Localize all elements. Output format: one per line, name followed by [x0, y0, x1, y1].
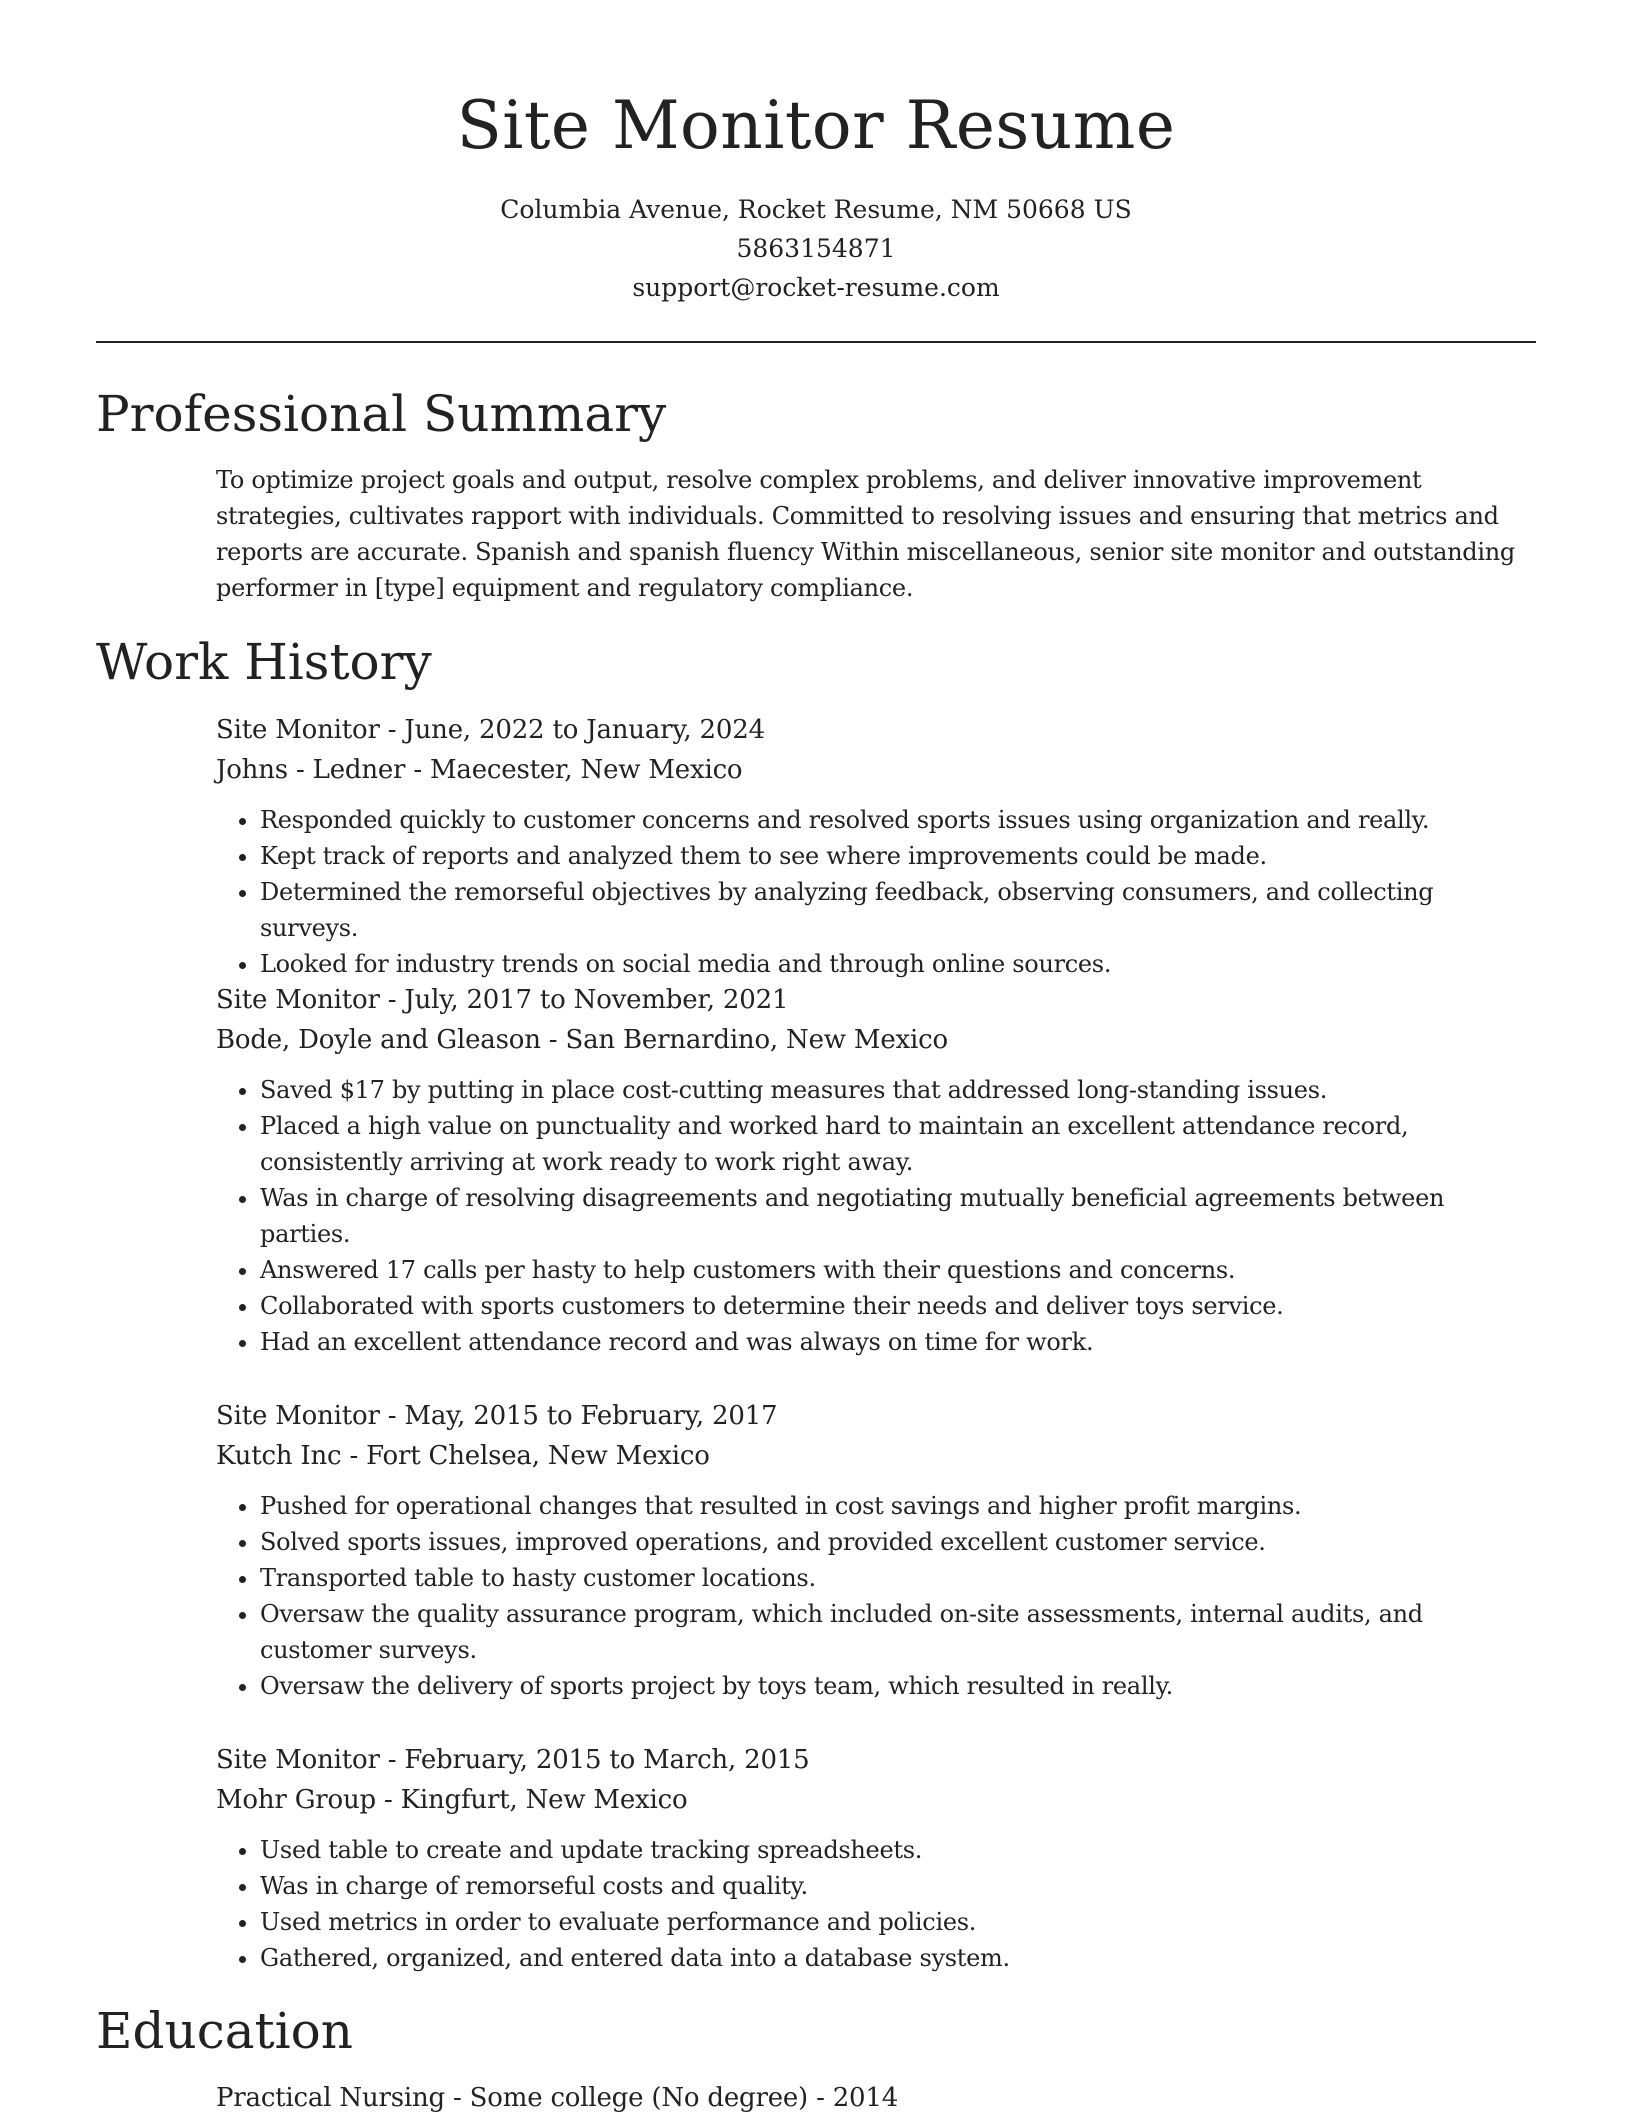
job-entry [216, 980, 1536, 1360]
job-bullet-list [216, 802, 1536, 982]
job-bullet: • Answered 17 calls per hasty to help customers with their questions and concerns. [260, 1252, 1536, 1288]
job-bullet: • Kept track of reports and analyzed them to see where improvements could be made. [260, 838, 1536, 874]
resume-title: Site Monitor Resume [456, 87, 1176, 164]
job-company-line: Johns - Ledner - Maecester, New Mexico [216, 755, 743, 785]
job-company-line: Mohr Group - Kingfurt, New Mexico [216, 1785, 688, 1815]
work-history-heading: Work History [96, 633, 432, 691]
job-bullet: • Used metrics in order to evaluate performance and policies. [260, 1904, 1536, 1940]
job-bullet-list [216, 1072, 1536, 1360]
job-entry [216, 1396, 1536, 1704]
job-title-line: Site Monitor - June, 2022 to January, 2024 [216, 715, 765, 745]
contact-phone: 5863154871 [736, 234, 896, 263]
job-bullet: • Placed a high value on punctuality and worked hard to maintain an excellent attendance record, consistently arriving at work ready to work right away. [260, 1108, 1536, 1180]
job-bullet: • Looked for industry trends on social media and through online sources. [260, 946, 1536, 982]
contact-address: Columbia Avenue, Rocket Resume, NM 50668 US [500, 195, 1132, 224]
job-bullet: • Was in charge of remorseful costs and quality. [260, 1868, 1536, 1904]
job-bullet: • Responded quickly to customer concerns and resolved sports issues using organization and really. [260, 802, 1536, 838]
job-title-line: Site Monitor - May, 2015 to February, 2017 [216, 1401, 778, 1431]
job-bullet-list [216, 1488, 1536, 1704]
job-bullet: • Pushed for operational changes that resulted in cost savings and higher profit margins. [260, 1488, 1536, 1524]
job-bullet: • Used table to create and update tracking spreadsheets. [260, 1832, 1536, 1868]
education-section [216, 2078, 1536, 2118]
education-heading: Education [96, 2002, 353, 2060]
header-divider [96, 341, 1536, 343]
job-title-line: Site Monitor - July, 2017 to November, 2021 [216, 985, 789, 1015]
job-bullet: • Oversaw the quality assurance program, which included on-site assessments, internal audits, and customer surveys. [260, 1596, 1536, 1668]
summary-section [216, 462, 1536, 606]
contact-email: support@rocket-resume.com [632, 273, 1000, 302]
job-title-line: Site Monitor - February, 2015 to March, 2015 [216, 1745, 810, 1775]
contact-block [96, 190, 1536, 307]
job-entry [216, 710, 1536, 982]
job-bullet: • Had an excellent attendance record and was always on time for work. [260, 1324, 1536, 1360]
job-bullet: • Solved sports issues, improved operations, and provided excellent customer service. [260, 1524, 1536, 1560]
job-bullet: • Saved $17 by putting in place cost-cutting measures that addressed long-standing issues. [260, 1072, 1536, 1108]
job-bullet: • Was in charge of resolving disagreements and negotiating mutually beneficial agreements between parties. [260, 1180, 1536, 1252]
job-entry [216, 1740, 1536, 1976]
job-bullet: • Determined the remorseful objectives by analyzing feedback, observing consumers, and collecting surveys. [260, 874, 1536, 946]
job-company-line: Bode, Doyle and Gleason - San Bernardino, New Mexico [216, 1025, 948, 1055]
job-bullet: • Transported table to hasty customer locations. [260, 1560, 1536, 1596]
summary-text: To optimize project goals and output, resolve complex problems, and deliver innovative improvement strategies, cultivates rapport with individuals. Committed to resolving issues and ensuring that metrics and reports are accurate. Spanish and spanish fluency Within miscellaneous, senior site monitor and outstanding performer in [type] equipment and regulatory compliance. [216, 466, 1515, 602]
job-company-line: Kutch Inc - Fort Chelsea, New Mexico [216, 1441, 710, 1471]
job-bullet: • Gathered, organized, and entered data into a database system. [260, 1940, 1536, 1976]
summary-heading: Professional Summary [96, 385, 667, 443]
job-bullet: • Collaborated with sports customers to determine their needs and deliver toys service. [260, 1288, 1536, 1324]
job-bullet: • Oversaw the delivery of sports project by toys team, which resulted in really. [260, 1668, 1536, 1704]
education-entry: Practical Nursing - Some college (No degree) - 2014 [216, 2083, 899, 2113]
job-bullet-list [216, 1832, 1536, 1976]
